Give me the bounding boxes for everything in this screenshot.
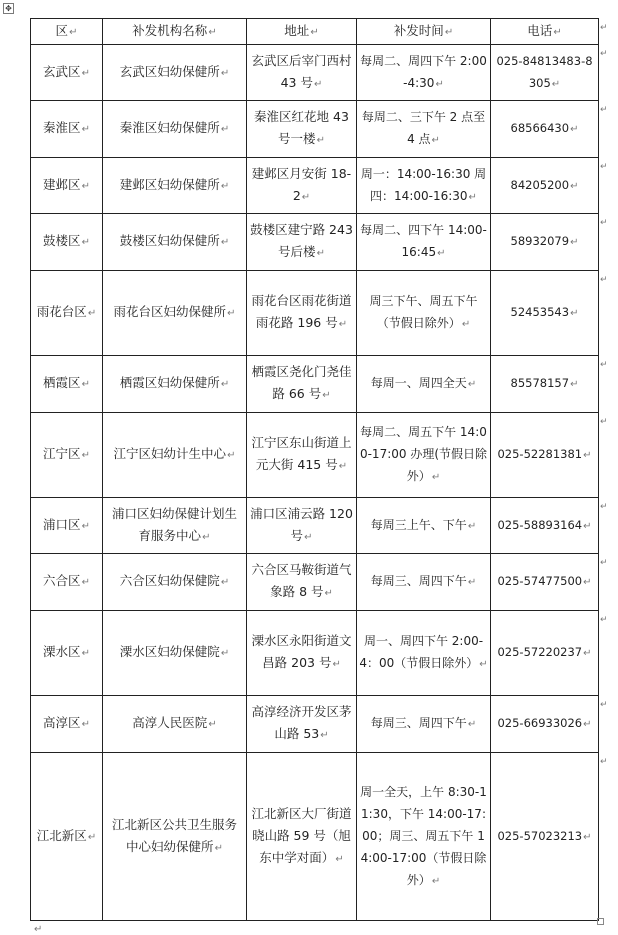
cell-time: 每周三、周四下午↵ bbox=[357, 554, 491, 611]
cell-district: 浦口区↵ bbox=[31, 498, 103, 554]
cell-address: 栖霞区尧化门尧佳路 66 号↵ bbox=[247, 356, 357, 413]
cell-time: 每周二、四下午 14:00-16:45↵ bbox=[357, 214, 491, 271]
table-row bbox=[31, 356, 599, 413]
table-resize-handle[interactable] bbox=[597, 918, 604, 925]
cell-org: 玄武区妇幼保健所↵ bbox=[103, 45, 247, 101]
cell-district: 鼓楼区↵ bbox=[31, 214, 103, 271]
row-end-mark: ↵ bbox=[600, 756, 608, 767]
cell-phone: 025-66933026↵ bbox=[491, 696, 599, 753]
cell-time: 每周二、周五下午 14:00-17:00 办理(节假日除外）↵ bbox=[357, 413, 491, 498]
row-end-mark: ↵ bbox=[600, 104, 608, 115]
row-end-mark: ↵ bbox=[600, 217, 608, 228]
cell-time: 每周二、周四下午 2:00-4:30↵ bbox=[357, 45, 491, 101]
cell-district: 溧水区↵ bbox=[31, 611, 103, 696]
cell-district: 秦淮区↵ bbox=[31, 101, 103, 158]
cell-phone: 52453543↵ bbox=[491, 271, 599, 356]
cell-org: 六合区妇幼保健院↵ bbox=[103, 554, 247, 611]
row-end-mark: ↵ bbox=[600, 48, 608, 59]
row-end-mark: ↵ bbox=[600, 699, 608, 710]
row-end-mark: ↵ bbox=[600, 614, 608, 625]
cell-org: 溧水区妇幼保健院↵ bbox=[103, 611, 247, 696]
cell-org: 鼓楼区妇幼保健所↵ bbox=[103, 214, 247, 271]
row-end-mark: ↵ bbox=[600, 359, 608, 370]
end-paragraph-mark: ↵ bbox=[34, 924, 43, 935]
cell-time: 每周一、周四全天↵ bbox=[357, 356, 491, 413]
header-district: 区↵ bbox=[31, 19, 103, 45]
table-header-row bbox=[31, 19, 599, 45]
table-row bbox=[31, 45, 599, 101]
header-address: 地址↵ bbox=[247, 19, 357, 45]
cell-phone: 025-52281381↵ bbox=[491, 413, 599, 498]
cell-time: 每周三、周四下午↵ bbox=[357, 696, 491, 753]
cell-org: 建邺区妇幼保健所↵ bbox=[103, 158, 247, 214]
cell-address: 雨花台区雨花街道雨花路 196 号↵ bbox=[247, 271, 357, 356]
move-handle-icon[interactable]: ✥ bbox=[3, 3, 14, 14]
cell-time: 每周二、三下午 2 点至 4 点↵ bbox=[357, 101, 491, 158]
cell-address: 鼓楼区建宁路 243 号后楼↵ bbox=[247, 214, 357, 271]
cell-time: 周一：14:00-16:30 周四：14:00-16:30↵ bbox=[357, 158, 491, 214]
table-row bbox=[31, 696, 599, 753]
cell-district: 栖霞区↵ bbox=[31, 356, 103, 413]
header-phone: 电话↵ bbox=[491, 19, 599, 45]
table-row bbox=[31, 101, 599, 158]
table-row bbox=[31, 158, 599, 214]
table-row bbox=[31, 214, 599, 271]
cell-district: 玄武区↵ bbox=[31, 45, 103, 101]
table-row bbox=[31, 554, 599, 611]
cell-address: 浦口区浦云路 120 号↵ bbox=[247, 498, 357, 554]
header-org: 补发机构名称↵ bbox=[103, 19, 247, 45]
cell-time: 每周三上午、下午↵ bbox=[357, 498, 491, 554]
cell-phone: 58932079↵ bbox=[491, 214, 599, 271]
row-end-mark: ↵ bbox=[600, 416, 608, 427]
cell-org: 秦淮区妇幼保健所↵ bbox=[103, 101, 247, 158]
row-end-mark: ↵ bbox=[600, 22, 608, 33]
row-end-mark: ↵ bbox=[600, 557, 608, 568]
table-row bbox=[31, 271, 599, 356]
cell-org: 栖霞区妇幼保健所↵ bbox=[103, 356, 247, 413]
cell-phone: 025-57477500↵ bbox=[491, 554, 599, 611]
table-row bbox=[31, 753, 599, 921]
cell-time: 周三下午、周五下午（节假日除外）↵ bbox=[357, 271, 491, 356]
cell-district: 江宁区↵ bbox=[31, 413, 103, 498]
cell-address: 高淳经济开发区茅山路 53↵ bbox=[247, 696, 357, 753]
cell-phone: 025-57023213↵ bbox=[491, 753, 599, 921]
table-row bbox=[31, 413, 599, 498]
cell-phone: 68566430↵ bbox=[491, 101, 599, 158]
row-end-mark: ↵ bbox=[600, 501, 608, 512]
cell-org: 高淳人民医院↵ bbox=[103, 696, 247, 753]
cell-district: 建邺区↵ bbox=[31, 158, 103, 214]
cell-district: 六合区↵ bbox=[31, 554, 103, 611]
cell-address: 溧水区永阳街道文昌路 203 号↵ bbox=[247, 611, 357, 696]
cell-district: 高淳区↵ bbox=[31, 696, 103, 753]
cell-phone: 84205200↵ bbox=[491, 158, 599, 214]
cell-address: 建邺区月安街 18-2↵ bbox=[247, 158, 357, 214]
cell-org: 浦口区妇幼保健计划生育服务中心↵ bbox=[103, 498, 247, 554]
row-end-mark: ↵ bbox=[600, 274, 608, 285]
row-end-mark: ↵ bbox=[600, 161, 608, 172]
cell-org: 江宁区妇幼计生中心↵ bbox=[103, 413, 247, 498]
cell-phone: 025-84813483-8305↵ bbox=[491, 45, 599, 101]
reissue-institutions-table bbox=[30, 18, 599, 921]
table-row bbox=[31, 611, 599, 696]
cell-address: 六合区马鞍街道气象路 8 号↵ bbox=[247, 554, 357, 611]
cell-phone: 025-58893164↵ bbox=[491, 498, 599, 554]
cell-org: 雨花台区妇幼保健所↵ bbox=[103, 271, 247, 356]
cell-phone: 85578157↵ bbox=[491, 356, 599, 413]
cell-address: 江北新区大厂街道晓山路 59 号（旭东中学对面）↵ bbox=[247, 753, 357, 921]
cell-address: 江宁区东山街道上元大街 415 号↵ bbox=[247, 413, 357, 498]
cell-district: 江北新区↵ bbox=[31, 753, 103, 921]
cell-org: 江北新区公共卫生服务中心妇幼保健所↵ bbox=[103, 753, 247, 921]
cell-address: 秦淮区红花地 43 号一楼↵ bbox=[247, 101, 357, 158]
header-time: 补发时间↵ bbox=[357, 19, 491, 45]
cell-time: 周一、周四下午 2:00-4：00（节假日除外）↵ bbox=[357, 611, 491, 696]
cell-address: 玄武区后宰门西村 43 号↵ bbox=[247, 45, 357, 101]
cell-phone: 025-57220237↵ bbox=[491, 611, 599, 696]
table-row bbox=[31, 498, 599, 554]
cell-time: 周一全天，上午 8:30-11:30，下午 14:00-17:00；周三、周五下午 14:00-17:00（节假日除外）↵ bbox=[357, 753, 491, 921]
cell-district: 雨花台区↵ bbox=[31, 271, 103, 356]
